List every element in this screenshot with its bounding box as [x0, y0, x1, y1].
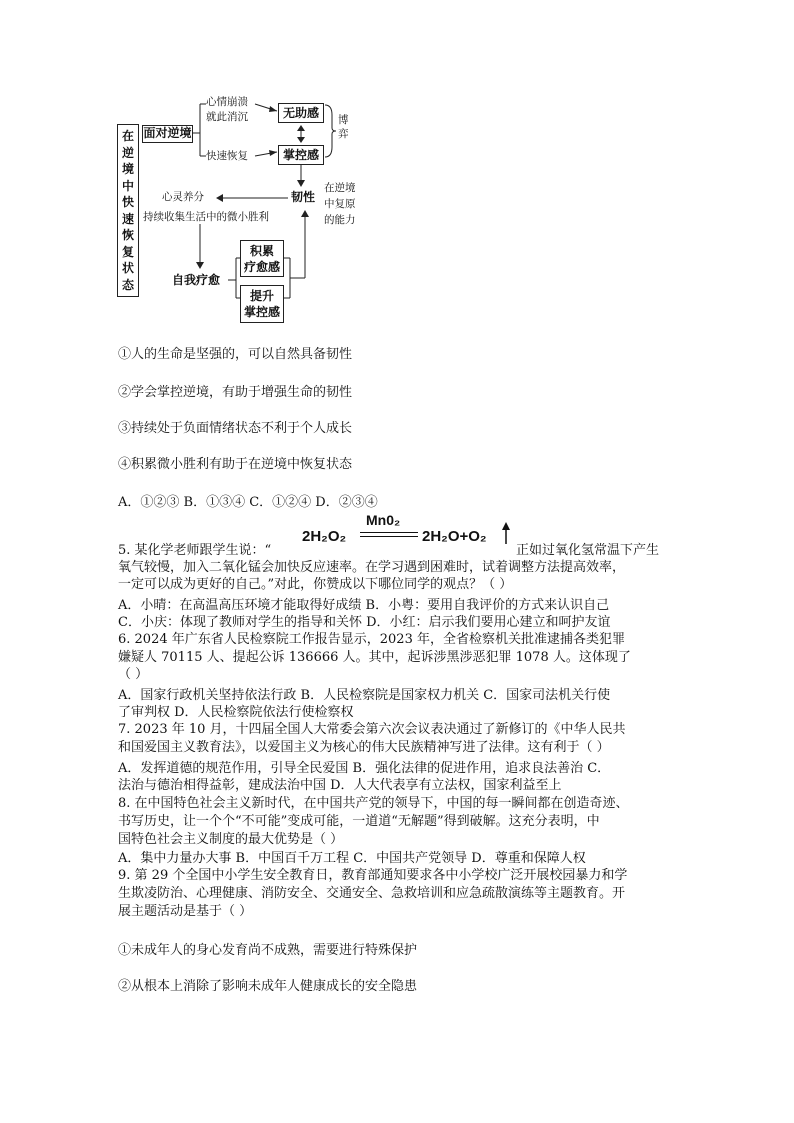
- helpless-box: 无助感: [278, 103, 324, 123]
- q7-options-2: 法治与德治相得益彰，建成法治中国 D．人大代表享有立法权，国家利益至上: [118, 778, 562, 793]
- q9-line-1: 9. 第 29 个全国中小学生安全教育日，教育部通知要求各中小学校广泛开展校园暴力和学: [118, 868, 628, 883]
- q4-option-3: ③持续处于负面情绪状态不利于个人成长: [118, 421, 353, 436]
- small-wins-label: 持续收集生活中的微小胜利: [143, 211, 269, 223]
- q9-line-2: 生欺凌防治、心理健康、消防安全、交通安全、急救培训和应急疏散演练等主题教育。开: [118, 886, 626, 901]
- q4-option-1: ①人的生命是坚强的，可以自然具备韧性: [118, 347, 353, 362]
- q6-options-2: 了审判权 D．人民检察院依法行使检察权: [118, 705, 354, 720]
- improve-control-box: 提升 掌控感: [240, 285, 284, 323]
- q9-option-2: ②从根本上消除了影响未成年人健康成长的安全隐患: [118, 979, 418, 994]
- q5-options-ab: A．小晴：在高温高压环境才能取得好成绩 B．小粤：要用自我评价的方式来认识自己: [118, 598, 610, 613]
- q6-line-2: 嫌疑人 70115 人、提起公诉 136666 人。其中，起诉涉黑涉恶犯罪 1078 人。这体现了: [118, 650, 631, 665]
- equation-bar-bottom: [360, 536, 418, 537]
- q8-options: A．集中力量办大事 B．中国百千万工程 C．中国共产党领导 D．尊重和保障人权: [118, 851, 586, 866]
- collapse-label-2: 就此消沉: [206, 111, 248, 123]
- equation-catalyst: Mn0₂: [366, 512, 401, 528]
- q5-line-2: 氧气较慢，加入二氧化锰会加快反应速率。在学习遇到困难时，试着调整方法提高效率，: [118, 560, 626, 575]
- vertical-title: 在 逆 境 中 快 速 恢 复 状 态: [121, 129, 134, 292]
- control-box: 掌控感: [278, 145, 324, 165]
- q6-options-1: A．国家行政机关坚持依法行政 B．人民检察院是国家权力机关 C．国家司法机关行使: [118, 688, 611, 703]
- face-adversity-box: 面对逆境: [142, 125, 193, 143]
- q9-line-3: 展主题活动是基于（ ）: [118, 904, 253, 919]
- give-up-label: 博 弈: [338, 114, 349, 140]
- q5-prefix: 5. 某化学老师跟学生说：“: [118, 543, 272, 558]
- q4-answer-choices: A．①②③ B．①③④ C．①②④ D．②③④: [118, 495, 378, 510]
- q5-suffix: 正如过氧化氢常温下产生: [516, 543, 660, 558]
- q8-line-2: 书写历史，让一个个“不可能”变成可能，一道道“无解题”得到破解。这充分表明，中: [118, 814, 600, 829]
- accumulate-healing-box: 积累 疗愈感: [240, 240, 284, 277]
- resilience-label: 韧性: [291, 190, 316, 204]
- q5-options-cd: C．小庆：体现了教师对学生的指导和关怀 D．小红：启示我们要用心建立和呵护友谊: [118, 615, 611, 630]
- q6-line-1: 6. 2024 年广东省人民检察院工作报告显示，2023 年，全省检察机关批准逮捕各类犯罪: [118, 632, 625, 647]
- soul-nourish-label: 心灵养分: [162, 191, 204, 203]
- q5-line-3: 一定可以成为更好的自己。”对此，你赞成以下哪位同学的观点？（ ）: [118, 577, 513, 592]
- equation-bar-top: [360, 532, 418, 533]
- q8-line-1: 8. 在中国特色社会主义新时代，在中国共产党的领导下，中国的每一瞬间都在创造奇迹、: [118, 796, 629, 811]
- equation-right: 2H₂O+O₂: [422, 528, 487, 545]
- q6-line-3: （ ）: [118, 667, 149, 682]
- quick-recover-label: 快速恢复: [206, 150, 248, 162]
- q4-option-4: ④积累微小胜利有助于在逆境中恢复状态: [118, 457, 353, 472]
- q4-option-2: ②学会掌控逆境，有助于增强生命的韧性: [118, 385, 353, 400]
- resilience-definition: 在逆境 中复原 的能力: [324, 182, 356, 226]
- q7-options-1: A．发挥道德的规范作用，引导全民爱国 B．强化法律的促进作用，追求良法善治 C．: [118, 761, 611, 776]
- q7-line-2: 和国爱国主义教育法》，以爱国主义为核心的伟大民族精神写进了法律。这有利于（ ）: [118, 740, 610, 755]
- q9-option-1: ①未成年人的身心发育尚不成熟，需要进行特殊保护: [118, 943, 418, 958]
- self-heal-label: 自我疗愈: [172, 273, 221, 287]
- collapse-label-1: 心情崩溃: [206, 96, 248, 108]
- q7-line-1: 7. 2023 年 10 月，十四届全国人大常委会第六次会议表决通过了新修订的《中华人民共: [118, 722, 626, 737]
- q8-line-3: 国特色社会主义制度的最大优势是（ ）: [118, 832, 344, 847]
- equation-left: 2H₂O₂: [302, 528, 347, 545]
